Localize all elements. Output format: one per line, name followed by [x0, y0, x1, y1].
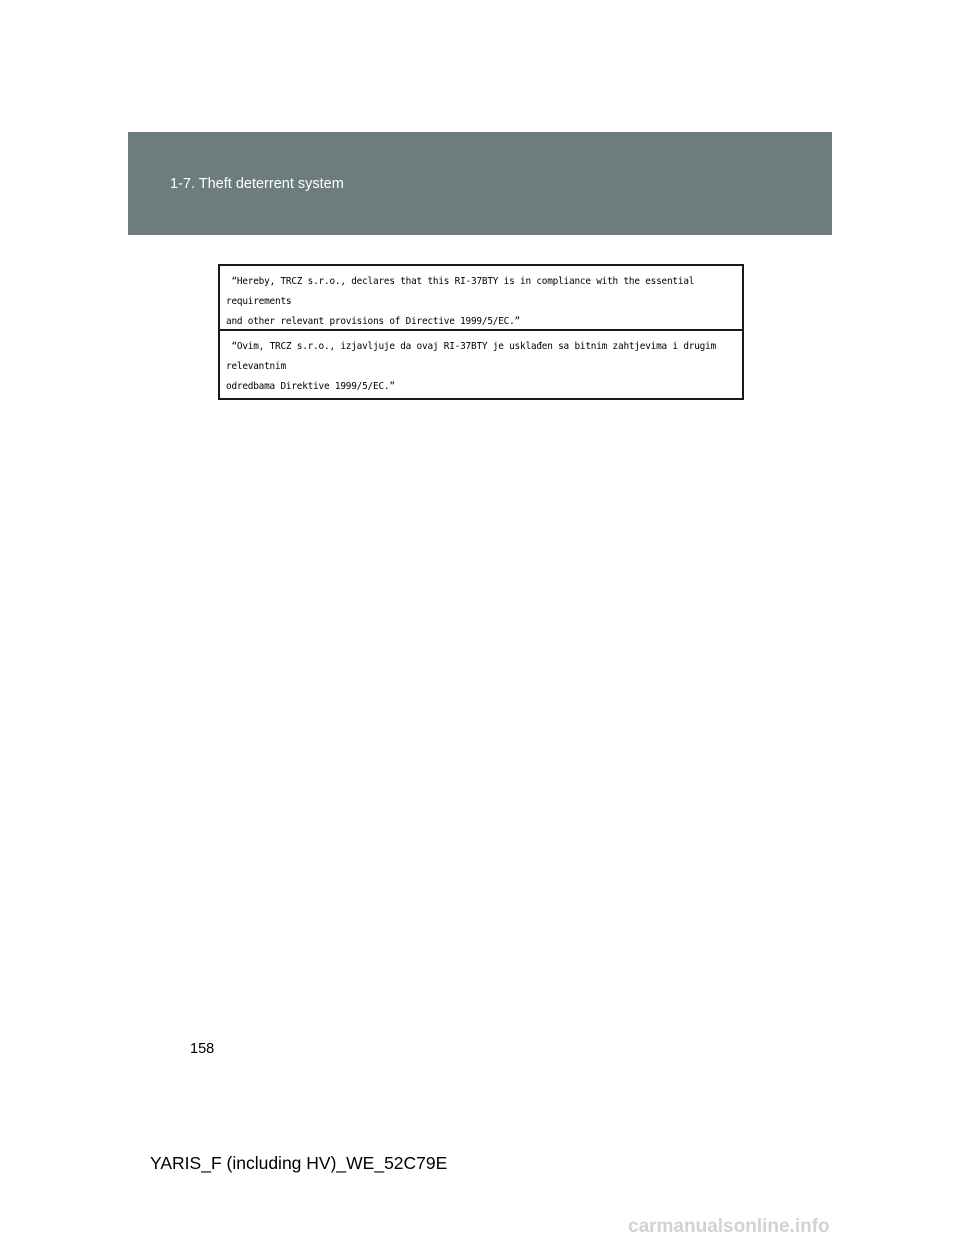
document-id: YARIS_F (including HV)_WE_52C79E [150, 1153, 448, 1173]
page-number: 158 [190, 1041, 215, 1057]
declaration-table [218, 264, 744, 400]
section-title: 1-7. Theft deterrent system [170, 176, 344, 192]
watermark-text: carmanualsonline.info [628, 1216, 830, 1237]
declaration-english: “Hereby, TRCZ s.r.o., declares that this RI-37BTY is in compliance with the essential requirements and other relevant provisions of Directive 1999/5/EC.” [220, 266, 742, 331]
section-header-band [128, 132, 832, 235]
declaration-croatian: “Ovim, TRCZ s.r.o., izjavljuje da ovaj RI-37BTY je usklađen sa bitnim zahtjevima i drugim relevantnim odredbama Direktive 1999/5/EC.” [226, 341, 716, 392]
